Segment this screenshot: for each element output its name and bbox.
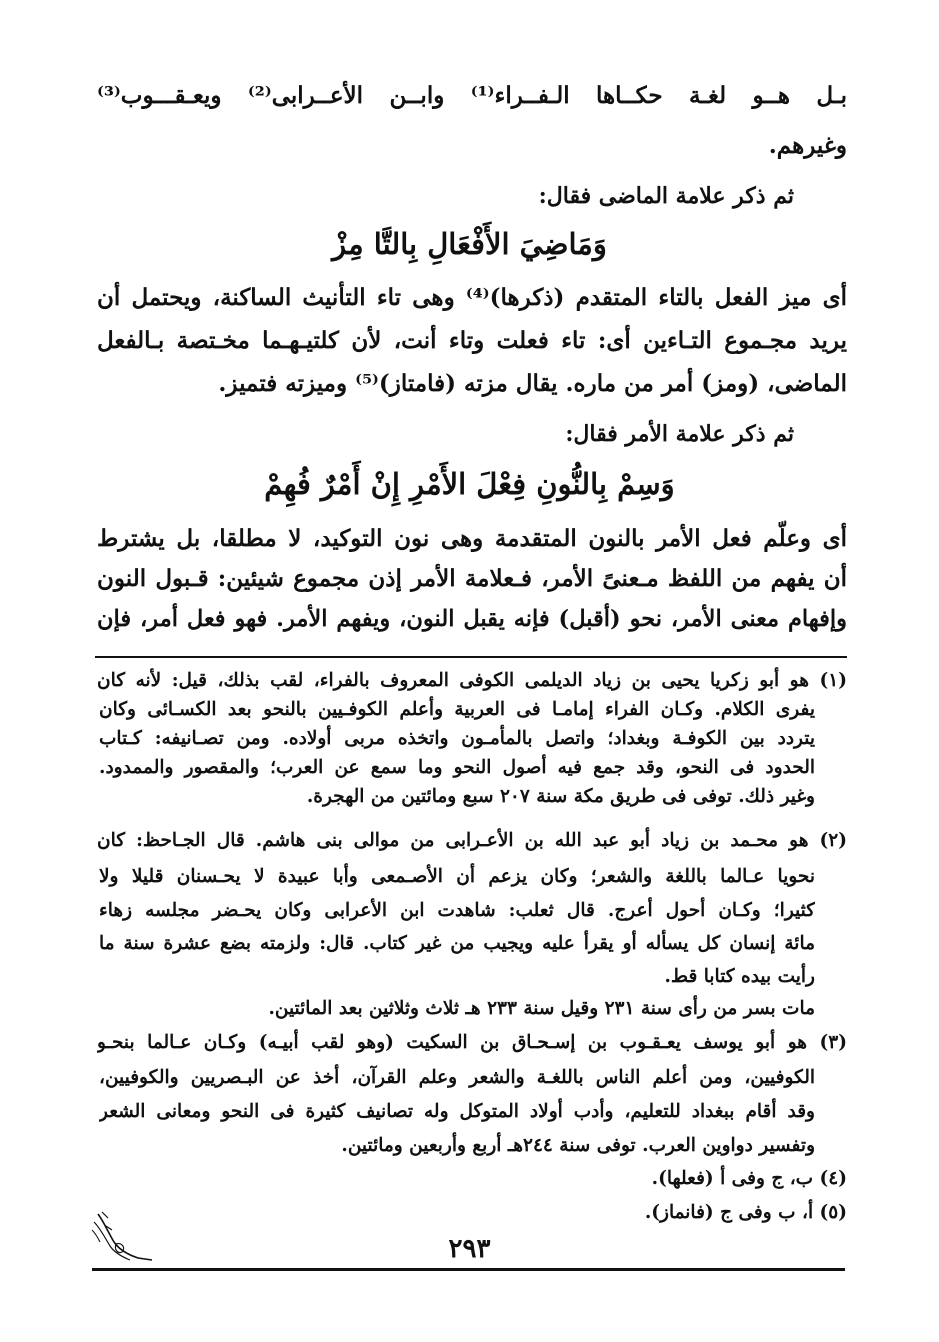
body-line-2: وغيرهم. <box>768 132 847 159</box>
footnote-4: (٤) ب، ج وفى أ (فعلها). <box>651 1168 847 1189</box>
footnote-3-line-2: الكوفيين، ومن أعلم الناس باللغـة والشعر وعلم القرآن، أخذ عن البـصريين والكوفيين، <box>99 1067 815 1088</box>
footnote-3-line-3: وقد أقام ببغداد للتعليم، وأدب أولاد المتوكل وله تصانيف كثيرة فى النحو ومعانى الشعر <box>99 1101 815 1122</box>
body-line-1: بـل هــو لغـة حكــاها الـفــراء⁽¹⁾ وابــن الأعــرابى⁽²⁾ ويعـقـــوب⁽³⁾ <box>97 82 847 109</box>
footnote-1-line-1: (١) هو أبو زكريا يحيى بن زياد الديلمى الكوفى المعروف بالفراء، لقب بذلك، قيل: لأنه كان <box>97 670 847 691</box>
footnote-1-line-5: وغير ذلك. توفى فى طريق مكة سنة ٢٠٧ سبع ومائتين من الهجرة. <box>306 786 815 807</box>
footnote-2-line-6: مات بسر من رأى سنة ٢٣١ وقيل سنة ٢٣٣ هـ ثلاث وثلاثين بعد المائتين. <box>268 998 815 1019</box>
body-line-3: أى ميز الفعل بالتاء المتقدم (ذكرها)⁽⁴⁾ وهى تاء التأنيث الساكنة، ويحتمل أن <box>97 284 847 311</box>
footnote-2-line-4: مائة إنسان كل يسأله أو يقرأ عليه ويجيب من غير كتاب. قال: ولزمته بضع عشرة سنة ما <box>99 933 815 954</box>
footnote-2-line-3: كثيرا؛ وكـان أحول أعرج. قال ثعلب: شاهدت ابن الأعرابى وكان يحـضر مجلسه زهاء <box>99 900 815 921</box>
page-bottom-rule <box>92 1268 845 1271</box>
verse-imperative: وَسِمْ بِالنُّونِ فِعْلَ الأَمْرِ إِنْ أَمْرٌ فُهِمْ <box>264 467 675 501</box>
footnote-3-line-1: (٣) هو أبو يوسف يعـقـوب بن إسـحـاق بن السكيت (وهو لقب أبيـه) وكـان عـالما بنحـو <box>97 1032 847 1053</box>
footnote-separator <box>95 656 847 658</box>
heading-past-tense: ثم ذكر علامة الماضى فقال: <box>538 183 794 209</box>
heading-imperative: ثم ذكر علامة الأمر فقال: <box>565 421 794 447</box>
footnote-3-line-4: وتفسير دواوين العرب. توفى سنة ٢٤٤هـ أربع وأربعين ومائتين. <box>341 1135 815 1156</box>
footnote-5: (٥) أ، ب وفى ج (فانماز). <box>644 1202 847 1223</box>
page-number: ٢٩٣ <box>448 1234 491 1264</box>
body-line-6: أى وعلّم فعل الأمر بالنون المتقدمة وهى نون التوكيد، لا مطلقا، بل يشترط <box>97 525 847 552</box>
footnote-2-line-5: رأيت بيده كتابا قط. <box>664 966 815 987</box>
footnote-1-line-4: الحدود فى النحو، وقد جمع فيه أصول النحو وما سمع عن العرب؛ والمقصور والممدود. <box>99 757 815 778</box>
footnote-2-line-1: (٢) هو محـمد بن زياد أبو عبد الله بن الأعـرابى من موالى بنى هاشم. قال الجـاحظ: كان <box>97 830 847 851</box>
corner-ornament-icon <box>86 1208 156 1268</box>
footnote-1-line-3: يتردد بين الكوفـة وبغداد؛ واتصل بالمأمـون واتخذه مربى أولاده. ومن تصـانيفه: كـتاب <box>99 728 815 749</box>
body-line-4: يريد مجـموع التـاءين أى: تاء فعلت وتاء أنت، لأن كلتيـهـما مخـتصة بـالفعل <box>97 327 847 354</box>
verse-past-tense: وَمَاضِيَ الأَفْعَالِ بِالتَّا مِزْ <box>332 227 607 261</box>
body-line-7: أن يفهم من اللفظ مـعنىً الأمر، فـعلامة الأمر إذن مجموع شيئين: قـبول النون <box>97 565 847 592</box>
footnote-2-line-2: نحويا عـالما باللغة والشعر؛ وكان يزعم أن الأصـمعى وأبا عبيدة لا يحـسنان قليلا ولا <box>99 866 815 887</box>
body-line-8: وإفهام معنى الأمر، نحو (أقبل) فإنه يقبل النون، ويفهم الأمر. فهو فعل أمر، فإن <box>97 606 847 632</box>
footnote-1-line-2: يفرى الكلام. وكـان الفراء إمامـا فى العربية وأعلم الكوفـيين بالنحو بعد الكسـائى وكان <box>99 699 815 720</box>
body-line-5: الماضى، (ومز) أمر من ماره. يقال مزته (فامتاز)⁽⁵⁾ وميزته فتميز. <box>218 370 847 397</box>
